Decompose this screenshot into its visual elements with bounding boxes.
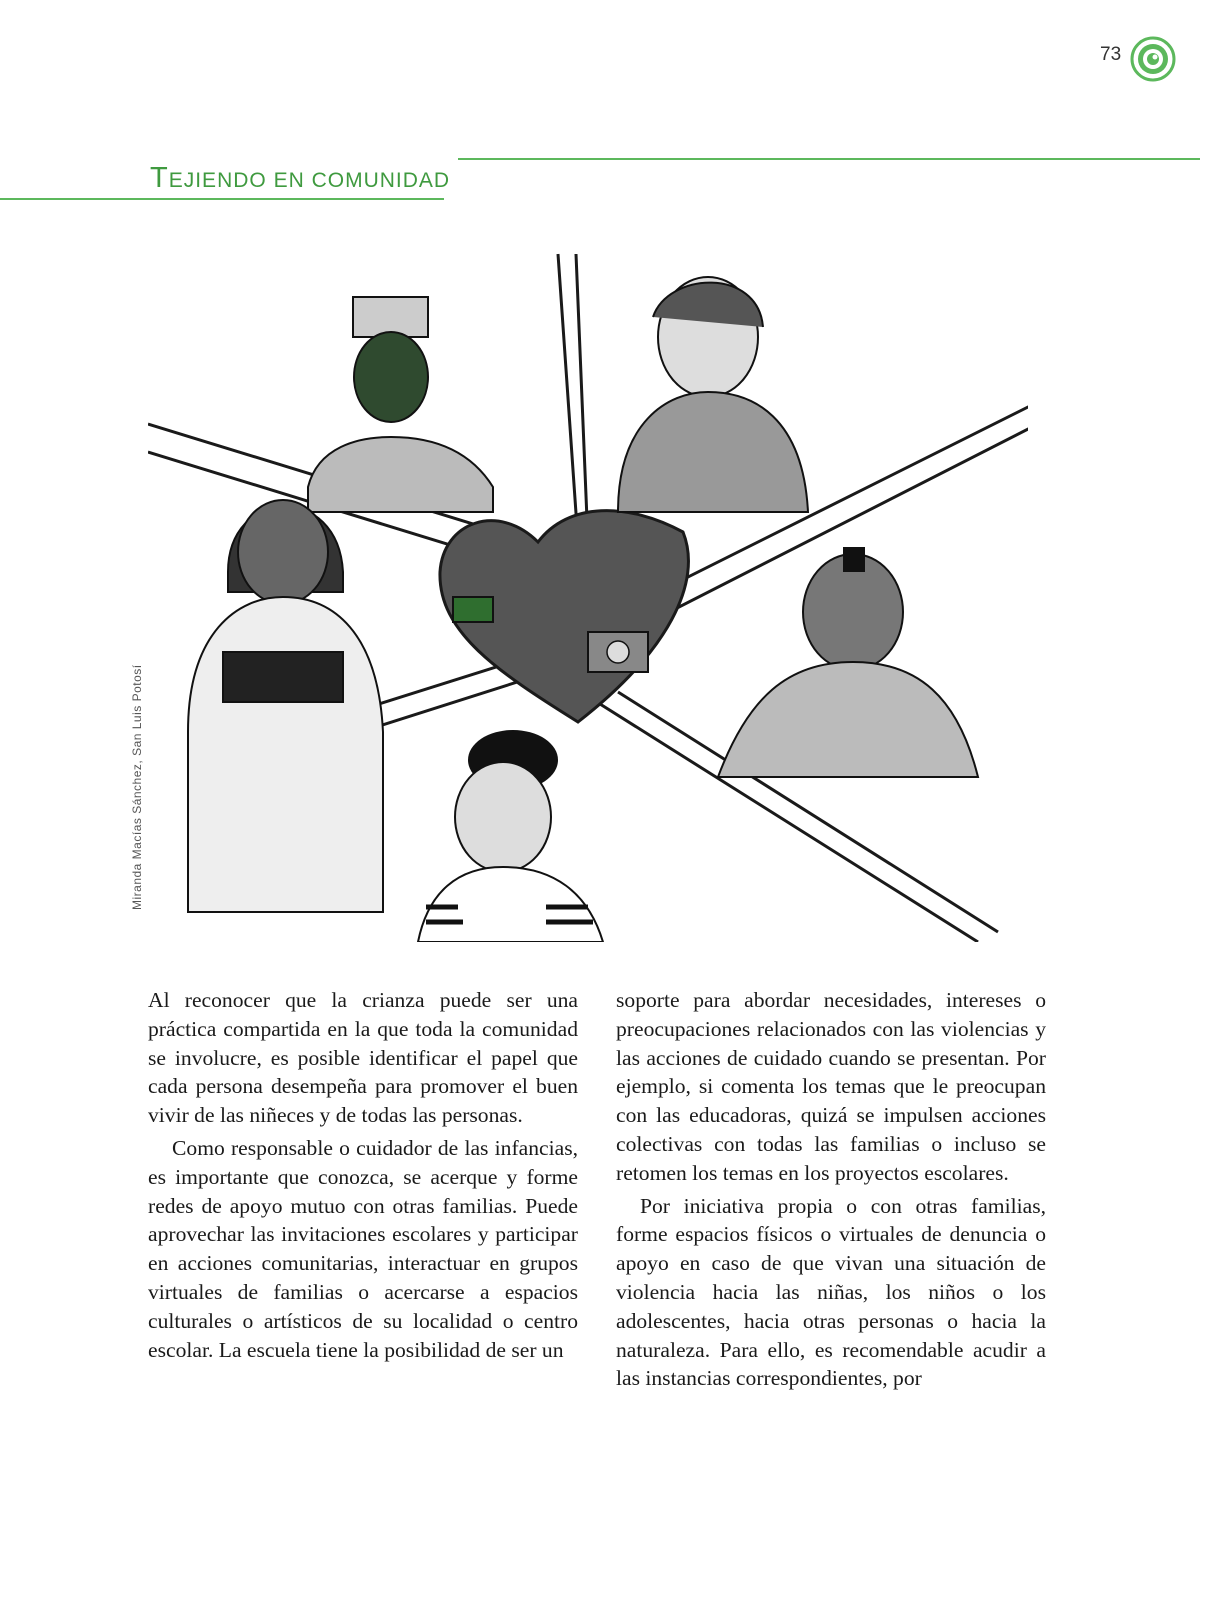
- community-illustration: [148, 252, 1028, 942]
- page-number: 73: [1100, 44, 1122, 65]
- header-rule-left: [0, 198, 444, 200]
- illustration-credit: Miranda Macías Sánchez, San Luis Potosí: [130, 664, 144, 910]
- paragraph: Como responsable o cuidador de las infancias, es importante que conozca, se acerque y forme redes de apoyo mutuo con otras familias. Puede aprovechar las invitaciones escolares y participar en acciones comunitarias, interactuar en grupos virtuales de familias o acercarse a espacios culturales o artísticos de su localidad o centro escolar. La escuela tiene la posibilidad de ser un: [148, 1135, 578, 1362]
- figure-top-right: [618, 277, 808, 512]
- circular-green-emblem-icon: [1130, 36, 1176, 82]
- text-column-right: [616, 986, 1046, 1393]
- figure-left: [188, 500, 383, 912]
- paragraph: soporte para abordar necesidades, intereses o preocupaciones relacionados con las violencias y las acciones de cuidado cuando se presentan. Por ejemplo, si comenta los temas que le preocupan con las educadoras, quizá se impulsen acciones colectivas con todas las familias o incluso se retomen los temas en los proyectos escolares.: [616, 988, 1046, 1185]
- paragraph: Al reconocer que la crianza puede ser una práctica compartida en la que toda la comunidad se involucre, es posible identificar el papel que cada persona desempeña para promover el buen vivir de las niñeces y de todas las personas.: [148, 988, 578, 1128]
- text-column-left: [148, 986, 578, 1364]
- header-rule-right: [458, 158, 1200, 160]
- section-title: TEJIENDO EN COMUNIDAD: [150, 162, 451, 194]
- figure-right: [718, 547, 978, 777]
- figure-bottom: [418, 730, 603, 942]
- figure-top-left: [308, 297, 493, 512]
- paragraph: Por iniciativa propia o con otras familias, forme espacios físicos o virtuales de denuncia o apoyo en caso de que vivan una situación de violencia hacia las niñas, los niños o los adolescentes, hacia otras personas o hacia la naturaleza. Para ello, es recomendable acudir a las instancias correspondientes, por: [616, 1193, 1046, 1391]
